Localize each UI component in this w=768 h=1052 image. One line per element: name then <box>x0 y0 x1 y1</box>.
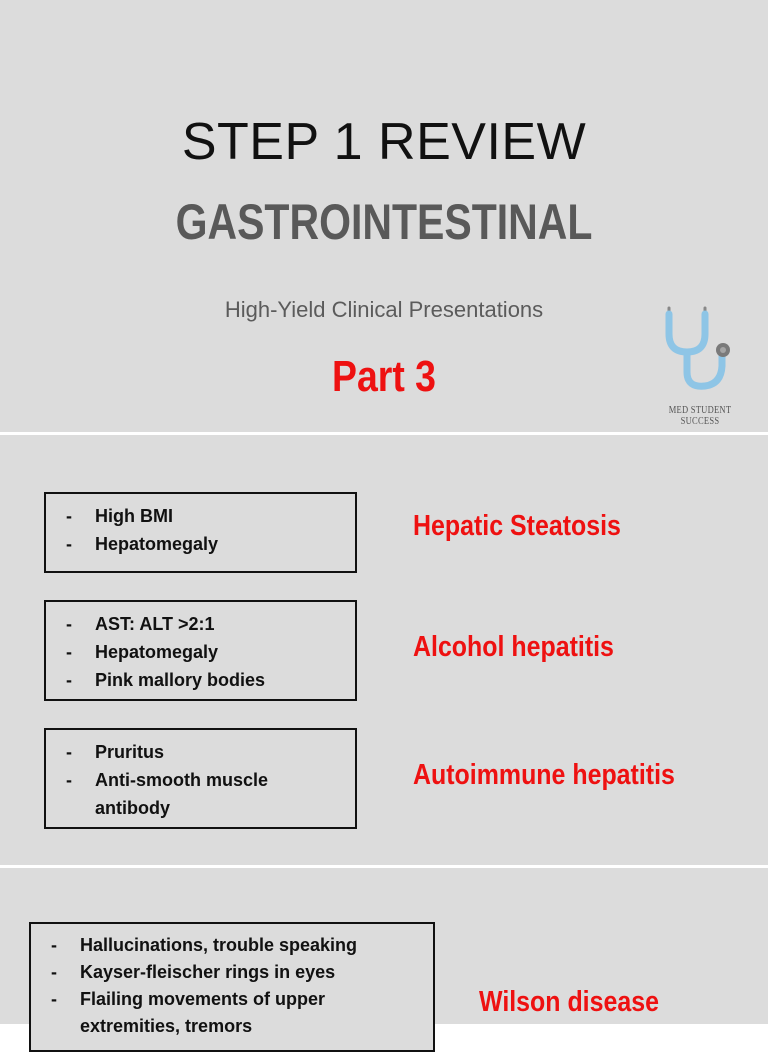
diagnosis-label: Autoimmune hepatitis <box>413 759 675 791</box>
finding-item: - High BMI <box>66 502 345 530</box>
finding-item: - Hepatomegaly <box>66 638 345 666</box>
diagnosis-label: Wilson disease <box>479 986 659 1018</box>
finding-item: - Flailing movements of upper extremities, tremors <box>51 986 423 1040</box>
finding-item: - Pruritus <box>66 738 345 766</box>
part-label: Part 3 <box>332 352 436 401</box>
findings-list <box>66 738 345 822</box>
findings-box <box>29 922 435 1052</box>
slide-subtitle: High-Yield Clinical Presentations <box>224 297 544 322</box>
findings-box <box>44 728 357 829</box>
slide-subject: GASTROINTESTINAL <box>175 194 593 250</box>
findings-list <box>66 610 345 694</box>
finding-item: - AST: ALT >2:1 <box>66 610 345 638</box>
title-slide <box>0 0 768 432</box>
diagnosis-label: Hepatic Steatosis <box>413 510 621 542</box>
slide-title: STEP 1 REVIEW <box>181 113 587 171</box>
finding-item: - Pink mallory bodies <box>66 666 345 694</box>
finding-item: - Hallucinations, trouble speaking <box>51 932 423 959</box>
findings-list <box>66 502 345 558</box>
finding-item: - Kayser-fleischer rings in eyes <box>51 959 423 986</box>
presentations-slide <box>0 868 768 1036</box>
diagnosis-label: Alcohol hepatitis <box>413 631 614 663</box>
findings-box <box>44 492 357 573</box>
stethoscope-icon <box>655 300 745 380</box>
findings-list <box>51 932 423 1040</box>
finding-item: - Anti-smooth muscle antibody <box>66 766 345 822</box>
logo-text: MED STUDENT SUCCESS <box>668 405 732 427</box>
presentations-slide <box>0 435 768 865</box>
findings-box <box>44 600 357 701</box>
finding-item: - Hepatomegaly <box>66 530 345 558</box>
